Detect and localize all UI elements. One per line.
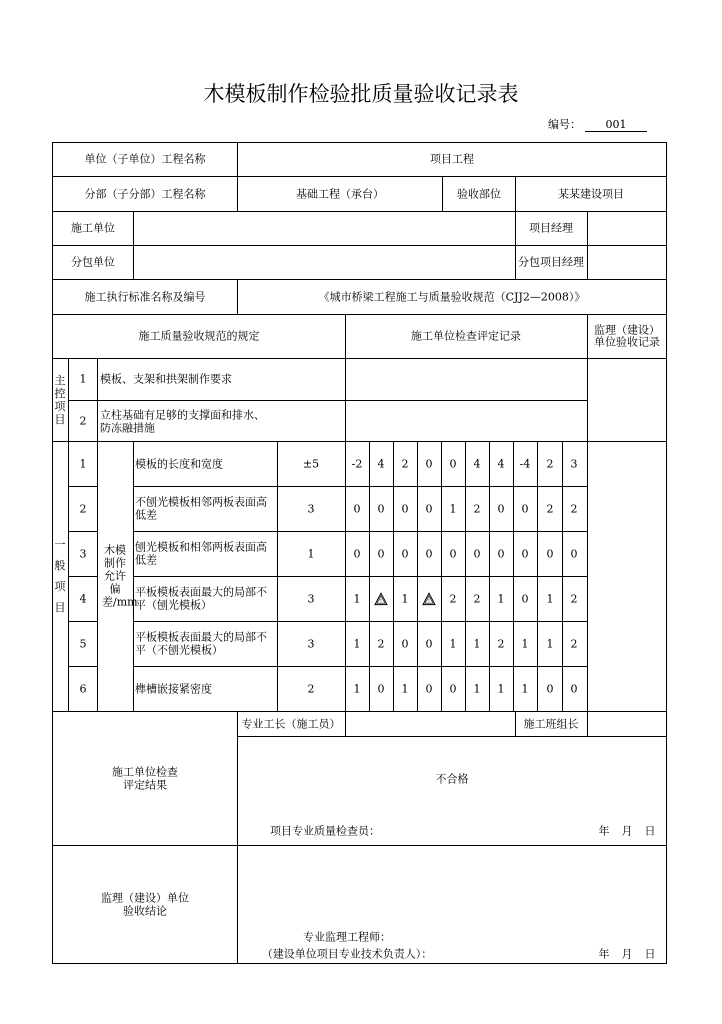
supervising-engineer-label: 专业监理工程师： <box>303 930 391 944</box>
measured-value: 0 <box>401 637 409 650</box>
standard-value: 《城市桥梁工程施工与质量验收规范（CJJ2—2008）》 <box>318 290 586 304</box>
measured-value: 1 <box>473 682 481 695</box>
measured-value: 0 <box>570 682 578 695</box>
measured-value: 0 <box>401 502 409 515</box>
tolerance-group-label: 木模制作允许偏差/mm <box>102 543 138 609</box>
measured-value: 2 <box>449 592 457 605</box>
general-item-text: 榫槽嵌接紧密度 <box>135 682 212 695</box>
measured-value: 0 <box>521 502 529 515</box>
supervision-column-header-2: 单位验收记录 <box>594 335 660 349</box>
general-item-no: 2 <box>79 502 87 515</box>
contractor-label: 施工单位 <box>71 221 115 235</box>
measured-value: 0 <box>449 457 457 470</box>
measured-value: 0 <box>425 547 433 560</box>
check-result-label-1: 施工单位检查 <box>112 765 178 779</box>
measured-value: 1 <box>546 592 554 605</box>
measured-value: 0 <box>473 547 481 560</box>
project-manager-label: 项目经理 <box>529 221 573 235</box>
general-item-no: 3 <box>79 547 87 560</box>
date-year: 年 <box>598 824 610 838</box>
main-item-1-text: 模板、支架和拱架制作要求 <box>100 372 232 386</box>
measured-value: 1 <box>497 592 505 605</box>
warning-triangle-icon <box>422 592 436 606</box>
check-result-label-2: 评定结果 <box>123 778 167 792</box>
main-control-label: 主控项目 <box>54 374 66 426</box>
measured-value: 0 <box>521 547 529 560</box>
measured-value: 0 <box>425 502 433 515</box>
division-name-value: 基础工程（承台） <box>296 187 384 201</box>
measured-value: 1 <box>497 682 505 695</box>
measured-value: 0 <box>377 682 385 695</box>
measured-value: 0 <box>449 547 457 560</box>
measured-value: 1 <box>353 592 361 605</box>
foreman-label: 专业工长（施工员） <box>241 717 341 731</box>
measured-value: 2 <box>570 637 578 650</box>
general-item-allowance: 3 <box>307 637 315 650</box>
measured-value: 0 <box>546 547 554 560</box>
measured-value: 0 <box>449 682 457 695</box>
unit-name-value: 项目工程 <box>430 152 474 166</box>
measured-value: 0 <box>425 682 433 695</box>
general-item-text-line-2: 低差 <box>135 553 157 566</box>
main-item-2-text-1: 立柱基础有足够的支撑面和排水、 <box>100 408 265 422</box>
general-item-text-line-1: 刨光模板和相邻两板表面高 <box>135 540 267 553</box>
measured-value: 4 <box>377 457 385 470</box>
measured-value: 0 <box>521 592 529 605</box>
general-item-text: 模板的长度和宽度 <box>135 457 223 470</box>
measured-value: 2 <box>473 592 481 605</box>
measured-value: 3 <box>570 457 578 470</box>
general-item-no: 6 <box>79 682 87 695</box>
sub-project-manager-label: 分包项目经理 <box>518 255 584 269</box>
general-item-allowance: 3 <box>307 592 315 605</box>
date-month: 月 <box>621 824 633 838</box>
location-value: 某某建设项目 <box>558 187 624 201</box>
general-item-text-line-2: 平（刨光模板） <box>135 598 212 611</box>
general-items-label: 一般项目 <box>54 538 66 614</box>
measured-value: 2 <box>570 502 578 515</box>
general-item-text-line-1: 平板模板表面最大的局部不 <box>135 585 267 598</box>
measured-value: 0 <box>377 502 385 515</box>
measured-value: 0 <box>497 547 505 560</box>
measured-value: 2 <box>377 637 385 650</box>
measured-value: 0 <box>353 502 361 515</box>
measured-value: 1 <box>353 682 361 695</box>
general-item-no: 4 <box>79 592 87 605</box>
measured-value: 1 <box>473 637 481 650</box>
page-title: 木模板制作检验批质量验收记录表 <box>203 82 519 106</box>
supervision-column-header-1: 监理（建设） <box>594 323 660 337</box>
quality-inspector-label: 项目专业质量检查员： <box>270 824 380 838</box>
general-item-text-line-2: 平（不刨光模板） <box>135 643 223 656</box>
measured-value: -4 <box>519 457 531 470</box>
standard-label: 施工执行标准名称及编号 <box>84 290 206 304</box>
measured-value: 0 <box>497 502 505 515</box>
measured-value: 2 <box>473 502 481 515</box>
general-item-no: 5 <box>79 637 87 650</box>
subcontractor-label: 分包单位 <box>71 255 115 269</box>
measured-value: 1 <box>449 502 457 515</box>
measured-value: 2 <box>570 592 578 605</box>
general-item-allowance: 2 <box>307 682 315 695</box>
record-sheet <box>52 142 667 964</box>
check-result-value: 不合格 <box>435 772 469 786</box>
measured-value: 1 <box>546 637 554 650</box>
serial-number <box>548 116 647 132</box>
date-day-2: 日 <box>644 947 656 961</box>
date-month-2: 月 <box>621 947 633 961</box>
measured-value: 1 <box>353 637 361 650</box>
measured-value: 2 <box>546 502 554 515</box>
main-item-1-no: 1 <box>79 372 87 386</box>
team-leader-label: 施工班组长 <box>523 717 579 731</box>
svg-text:!: ! <box>379 598 383 605</box>
serial-value: 001 <box>585 118 647 132</box>
measured-value: 0 <box>377 547 385 560</box>
measured-value: 1 <box>401 682 409 695</box>
measured-value: 0 <box>353 547 361 560</box>
measured-value: 0 <box>425 457 433 470</box>
check-column-header: 施工单位检查评定记录 <box>411 329 521 343</box>
measured-value: 0 <box>570 547 578 560</box>
svg-text:!: ! <box>427 598 431 605</box>
measured-value: 2 <box>546 457 554 470</box>
general-item-text-line-1: 平板模板表面最大的局部不 <box>135 630 267 643</box>
main-item-2-text-2: 防冻融措施 <box>100 421 155 435</box>
measured-value: 2 <box>497 637 505 650</box>
general-item-allowance: ±5 <box>302 457 320 470</box>
unit-name-label: 单位（子单位）工程名称 <box>84 152 206 166</box>
general-item-allowance: 3 <box>307 502 315 515</box>
owner-representative-label: （建设单位项目专业技术负责人）： <box>261 947 433 961</box>
general-item-allowance: 1 <box>307 547 315 560</box>
measured-value: 0 <box>546 682 554 695</box>
general-item-no: 1 <box>79 457 87 470</box>
measured-value: 4 <box>497 457 505 470</box>
division-name-label: 分部（子分部）工程名称 <box>84 187 206 201</box>
measured-value: 1 <box>521 637 529 650</box>
measured-value: -2 <box>351 457 363 470</box>
measured-value: 0 <box>401 547 409 560</box>
main-item-2-no: 2 <box>79 414 87 428</box>
date-day: 日 <box>644 824 656 838</box>
supervision-conclusion-label-1: 监理（建设）单位 <box>101 891 189 905</box>
measured-value: 0 <box>425 637 433 650</box>
location-label: 验收部位 <box>457 187 501 201</box>
measured-value: 1 <box>401 592 409 605</box>
warning-triangle-icon <box>374 592 388 606</box>
measured-value: 1 <box>521 682 529 695</box>
measured-value: 4 <box>473 457 481 470</box>
date-year-2: 年 <box>598 947 610 961</box>
general-item-text-line-1: 不刨光模板相邻两板表面高 <box>135 495 267 508</box>
general-item-text-line-2: 低差 <box>135 508 157 521</box>
spec-column-header: 施工质量验收规范的规定 <box>138 329 260 343</box>
supervision-conclusion-label-2: 验收结论 <box>123 904 167 918</box>
serial-label: 编号： <box>548 118 581 131</box>
measured-value: 1 <box>449 637 457 650</box>
measured-value: 2 <box>401 457 409 470</box>
